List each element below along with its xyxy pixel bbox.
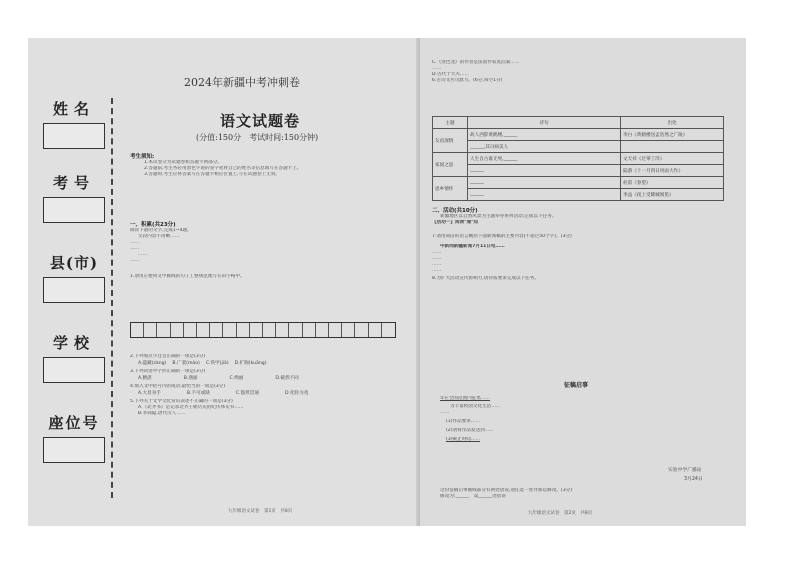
section-two-intro: 新疆地区以自然风景为主题举办系列活动,完成以下任务。 bbox=[440, 214, 557, 219]
option-d: D.扩胸(kuāng) bbox=[234, 361, 267, 366]
passage-line: …… bbox=[130, 240, 140, 245]
news-line: …… bbox=[432, 268, 442, 273]
table-row bbox=[433, 153, 724, 165]
passage-line: …… bbox=[138, 252, 148, 257]
table-row bbox=[433, 129, 724, 141]
seat-input-box[interactable] bbox=[43, 437, 105, 463]
table-header-cell: 诗句 bbox=[468, 117, 621, 129]
poem-recitation-table bbox=[432, 116, 724, 201]
calligraphy-grid[interactable] bbox=[130, 322, 396, 350]
question-9-prompt: 这份征稿启事画线部分有两处错误,请任选一处并加以修改。(3分) bbox=[440, 488, 573, 493]
notice-line: …… bbox=[440, 410, 450, 415]
notice-line: 为丰富校园文化生活…… bbox=[450, 404, 501, 409]
section-two bbox=[432, 206, 732, 282]
question-5-option-b: B.李商隐,唐代诗人…… bbox=[138, 411, 186, 416]
exam-number-field bbox=[42, 172, 106, 223]
table-cell[interactable]: ______ bbox=[468, 177, 621, 189]
notice-line: ①在全国范围内征集…… bbox=[440, 396, 491, 401]
option-d: D.截然不同 bbox=[275, 376, 299, 381]
news-line: …… bbox=[432, 250, 442, 255]
table-row bbox=[433, 177, 724, 189]
table-cell[interactable]: ______,其日病美人 bbox=[468, 141, 621, 153]
right-page bbox=[420, 38, 746, 526]
table-cell: 杜甫《春望》 bbox=[621, 177, 724, 189]
table-row bbox=[433, 141, 724, 153]
paper-title: 语文试题卷 bbox=[220, 112, 301, 130]
option-d: D.化险为夷 bbox=[284, 391, 309, 396]
table-row bbox=[433, 165, 724, 177]
option-a: A.精湛 bbox=[138, 376, 152, 381]
notice-date: 3月24日 bbox=[684, 477, 703, 482]
option-c: C.豁然贯通 bbox=[235, 391, 259, 396]
questions-2-5 bbox=[130, 354, 412, 417]
instruction-line: 2.答题前,考生务必用黑色字迹的签字笔将自己的姓名等信息填写在答题卡上。 bbox=[144, 166, 302, 171]
left-content bbox=[124, 38, 414, 526]
passage-line: 文段内容不清晰…… bbox=[138, 234, 180, 239]
table-cell[interactable]: 人生自古谁无死,______ bbox=[468, 153, 621, 165]
section-one-heading: 一、积累(共23分) bbox=[130, 222, 176, 228]
question-4-options bbox=[130, 390, 412, 396]
section-one-intro: 阅读下面的文字,完成1~4题。 bbox=[130, 228, 192, 233]
instructions bbox=[130, 152, 410, 178]
question-2-options bbox=[130, 360, 412, 366]
notice-signature: 实验中学广播站 bbox=[668, 468, 702, 473]
passage-line: …… bbox=[130, 258, 140, 263]
table-cell[interactable]: ______ bbox=[468, 189, 621, 201]
question-4: 4.填入文中括号内的成语,最恰当的一项是(3分) bbox=[130, 384, 226, 389]
table-header-cell: 出处 bbox=[621, 117, 724, 129]
table-row bbox=[433, 189, 724, 201]
instruction-line: 3.答题时,考生应将答案写在答题卡相应位置上,写在试题卷上无效。 bbox=[144, 172, 280, 177]
question-1: 1.请用正楷将文中画线的句子工整规范地写在田字格中。 bbox=[130, 274, 245, 279]
table-cell: 陆游《十一月四日风雨大作》 bbox=[621, 165, 724, 177]
instructions-heading: 考生须知: bbox=[130, 154, 155, 160]
table-cell bbox=[621, 141, 724, 153]
school-field bbox=[42, 332, 106, 383]
notice-line: (3)截止时间…… bbox=[446, 437, 481, 442]
left-page bbox=[28, 38, 420, 526]
question-5-option-a: A.《北齐书》是记录北齐王朝历史的纪传体史书…… bbox=[138, 405, 244, 410]
option-b: B.汹涌 bbox=[183, 376, 198, 381]
county-field bbox=[42, 252, 106, 303]
table-cell[interactable]: 故人西辞黄鹤楼,______ bbox=[468, 129, 621, 141]
table-cell: 文天祥《过零丁洋》 bbox=[621, 153, 724, 165]
notice-body bbox=[440, 396, 730, 443]
activity-heading: 【活动一】阅读"通"知 bbox=[432, 220, 479, 225]
exam-number-label: 考号 bbox=[52, 174, 95, 192]
question-9 bbox=[440, 488, 730, 500]
question-5: 5.下列关于文学文化常识表述不正确的一项是(3分) bbox=[130, 399, 233, 404]
question-8: 8.为扩大活动宣传影响力,请你按要求完成以下任务。 bbox=[432, 276, 539, 281]
passage-line: …… bbox=[130, 246, 140, 251]
table-header-row bbox=[433, 117, 724, 129]
school-input-box[interactable] bbox=[43, 357, 105, 383]
table-cell: 李白《黄鹤楼送孟浩然之广陵》 bbox=[621, 129, 724, 141]
school-label: 学校 bbox=[52, 334, 95, 352]
table-header-cell: 主题 bbox=[433, 117, 468, 129]
news-line: …… bbox=[432, 262, 442, 267]
option-b: B.广袤(máo) bbox=[172, 361, 200, 366]
county-input-box[interactable] bbox=[43, 277, 105, 303]
name-field bbox=[42, 98, 106, 149]
notice-line: (2)请将作品发送到…… bbox=[446, 428, 494, 433]
question-3-options bbox=[130, 375, 412, 381]
option-b: B.不可或缺 bbox=[186, 391, 210, 396]
text-line: …… bbox=[432, 66, 442, 71]
exam-sheet-photo bbox=[28, 38, 746, 526]
exam-number-input-box[interactable] bbox=[43, 197, 105, 223]
table-cell: 友谊深情 bbox=[433, 129, 468, 153]
right-top-text bbox=[432, 60, 732, 84]
question-2: 2.下列加点字注音正确的一项是(3分) bbox=[130, 354, 206, 359]
name-input-box[interactable] bbox=[43, 123, 105, 149]
table-cell: 思乡情怀 bbox=[433, 177, 468, 201]
notice-title: 征稿启事 bbox=[564, 382, 589, 389]
table-cell: 李益《夜上受降城闻笛》 bbox=[621, 189, 724, 201]
option-a: A.蕴藏(zàng) bbox=[138, 361, 167, 366]
option-c: C.绚丽 bbox=[229, 376, 244, 381]
table-cell[interactable]: ______ bbox=[468, 165, 621, 177]
question-6: 6.古诗文名句默写。(6分,每空1分) bbox=[432, 78, 503, 83]
right-page-footer: 九年级语文试卷 第2页 共8页 bbox=[528, 511, 593, 516]
question-7: 7.请用简洁的语言概括下面新闻稿的主要内容(不超过50个字)。(3分) bbox=[432, 234, 572, 239]
news-line: …… bbox=[432, 256, 442, 261]
question-3: 3.下列词语中字形正确的一项是(3分) bbox=[130, 369, 206, 374]
paper-meta: (分值:150分 考试时间:150分钟) bbox=[196, 133, 319, 142]
seat-field bbox=[42, 412, 106, 463]
text-line: C.《变色龙》的作者是法国作家莫泊桑…… bbox=[432, 60, 520, 65]
notice-line: (1)作品要求…… bbox=[446, 419, 481, 424]
news-line: 中新网新疆新闻7月11日电…… bbox=[440, 244, 505, 249]
instruction-line: 1.本试卷分为试题卷和答题卡两部分。 bbox=[144, 160, 222, 165]
text-line: D.古代十大夫…… bbox=[432, 72, 470, 77]
student-info-strip bbox=[28, 38, 114, 526]
question-9-fill[interactable]: 修改为:______ 第______处错误 bbox=[440, 494, 506, 499]
section-two-heading: 二、活动(共10分) bbox=[432, 208, 478, 214]
name-label: 姓名 bbox=[52, 100, 95, 118]
section-one bbox=[130, 220, 410, 280]
left-page-footer: 九年级语文试卷 第1页 共8页 bbox=[228, 509, 293, 514]
option-c: C.铁甲(jiǎ) bbox=[205, 361, 229, 366]
option-a: A.大显身手 bbox=[138, 391, 161, 396]
county-label: 县(市) bbox=[49, 254, 99, 272]
table-cell: 家国之思 bbox=[433, 153, 468, 177]
exam-title: 2024年新疆中考冲刺卷 bbox=[184, 76, 300, 89]
seat-label: 座位号 bbox=[48, 414, 100, 432]
binding-dashed-line bbox=[111, 98, 113, 498]
